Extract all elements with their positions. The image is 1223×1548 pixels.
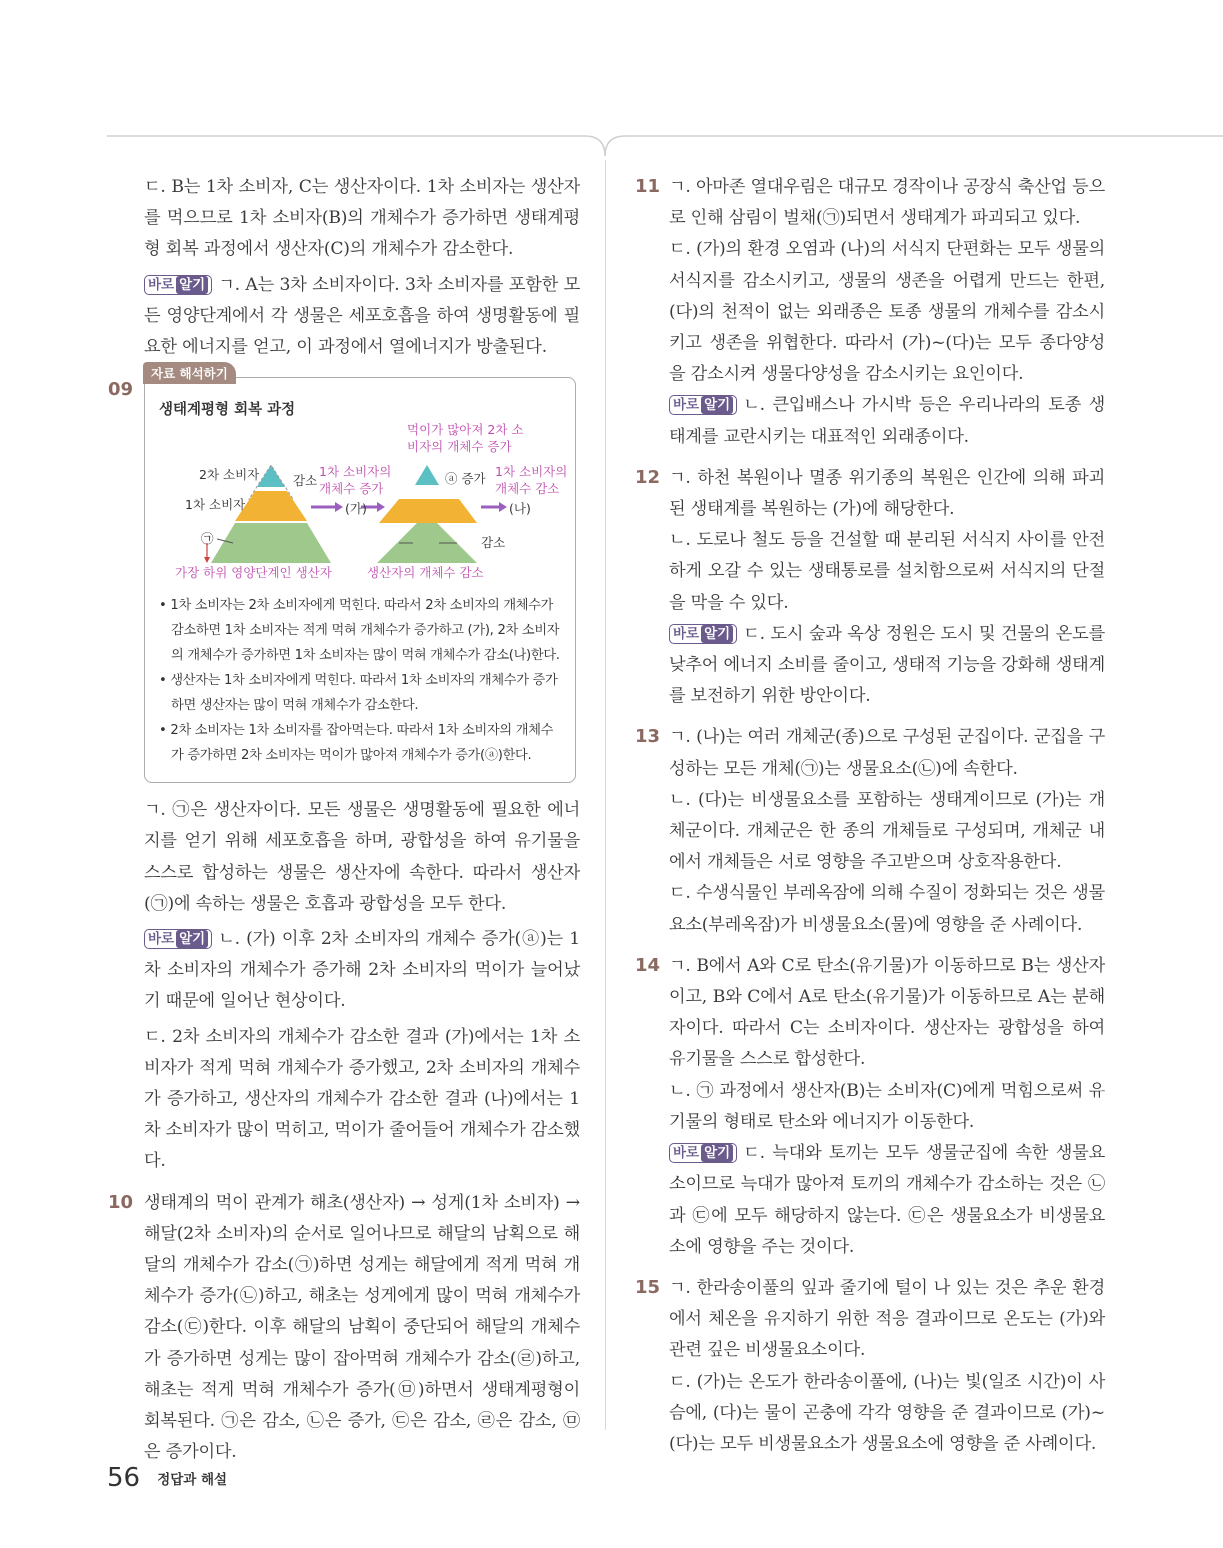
label-na: (나) [509,501,531,517]
bullet-item: • 2차 소비자는 1차 소비자를 잡아먹는다. 따라서 1차 소비자의 개체수가 증가하면 2차 소비자는 먹이가 많아져 개체수가 증가(ⓐ)한다. [159,723,554,764]
question-number: 11 [635,176,661,197]
answer-paragraph: 바로 알기 ㄴ. (가) 이후 2차 소비자의 개체수 증가(ⓐ)는 1차 소비자의 개체수가 증가해 2차 소비자의 먹이가 늘어났기 때문에 일어난 현상이다. [144,929,580,1012]
answer-paragraph: 바로 알기 ㄷ. 늑대와 토끼는 모두 생물군집에 속한 생물요소이므로 늑대가 많아져 토끼의 개체수가 감소하는 것은 ㉡과 ㉢에 모두 해당하지 않는다. ㉢은 생물요소가 비생물요소에 영향을 주는 것이다. [669,1143,1105,1257]
answer-paragraph: ㄱ. 하천 복원이나 멸종 위기종의 복원은 인간에 의해 파괴된 생태계를 복원하는 (가)에 해당한다. [669,467,1105,520]
answer-paragraph: ㄷ. (가)의 환경 오염과 (나)의 서식지 단편화는 모두 생물의 서식지를 감소시키고, 생물의 생존을 어렵게 만드는 한편, (다)의 천적이 없는 외래종은 토종 생물의 개체수를 감소시키고 생존을 위협한다. 따라서 (가)~(다)는 모두 종다양성을 감소시켜 생물다양성을 감소시키는 요인이다. [669,239,1105,385]
page-footer [107,1463,227,1493]
label-ga: (가) [345,501,367,517]
baro-algi-badge: 바로 알기 [669,624,737,644]
primary-consumer-tier [379,499,477,523]
left-column [110,172,580,1468]
question-number: 13 [635,726,661,748]
question-10 [110,1188,580,1469]
question-14 [635,951,1105,1263]
data-analysis-box [144,366,576,783]
baro-algi-badge: 바로 알기 [144,275,212,295]
label-primary-decrease: 1차 소비자의 개체수 감소 [495,464,568,497]
answer-paragraph: 바로 알기 ㄴ. 큰입배스나 가시박 등은 우리나라의 토종 생태계를 교란시키는 대표적인 외래종이다. [669,395,1105,447]
primary-consumer-tier [235,491,307,521]
question-09 [108,366,580,783]
answer-paragraph: ㄱ. 한라송이풀의 잎과 줄기에 털이 나 있는 것은 추운 환경에서 체온을 유지하기 위한 적응 결과이므로 온도는 (가)와 관련 깊은 비생물요소이다. [669,1277,1105,1361]
question-number: 14 [635,954,661,976]
question-13 [635,722,1105,940]
answer-paragraph: 바로 알기 ㄷ. 도시 숲과 옥상 정원은 도시 및 건물의 온도를 낮추어 에너지 소비를 줄이고, 생태적 기능을 강화해 생태계를 보전하기 위한 방안이다. [669,623,1105,707]
question-11 [635,172,1105,453]
answer-paragraph: ㄱ. ㉠은 생산자이다. 모든 생물은 생명활동에 필요한 에너지를 얻기 위해 세포호흡을 하며, 광합성을 하여 유기물을 스스로 합성하는 생물은 생산자에 속한다. 따라서 생산자(㉠)에 속하는 생물은 호흡과 광합성을 모두 한다. [144,800,580,914]
answer-paragraph: ㄴ. 도로나 철도 등을 건설할 때 분리된 서식지 사이를 안전하게 오갈 수 있는 생태통로를 설치함으로써 서식지의 단절을 막을 수 있다. [669,530,1105,613]
answer-paragraph: ㄴ. (다)는 비생물요소를 포함하는 생태계이므로 (가)는 개체군이다. 개체군은 한 종의 개체들로 구성되며, 개체군 내에서 개체들은 서로 영향을 주고받으며 상호작용한다. [669,789,1105,873]
question-number: 12 [635,466,661,488]
answer-paragraph: ㄱ. 아마존 열대우림은 대규모 경작이나 공장식 축산업 등으로 인해 삼림이 벌채(㉠)되면서 생태계가 파괴되고 있다. [669,177,1105,229]
label-secondary-consumer: 2차 소비자 [199,467,260,483]
box-title: 생태계평형 회복 과정 [159,402,296,419]
answer-paragraph: ㄷ. B는 1차 소비자, C는 생산자이다. 1차 소비자는 생산자를 먹으므로 1차 소비자(B)의 개체수가 증가하면 생태계평형 회복 과정에서 생산자(C)의 개체수가 감소한다. [144,177,580,260]
answer-paragraph: ㄷ. 2차 소비자의 개체수가 감소한 결과 (가)에서는 1차 소비자가 적게 먹혀 개체수가 증가했고, 2차 소비자의 개체수가 증가하고, 생산자의 개체수가 감소한 결과 (나)에서는 1차 소비자가 많이 먹히고, 먹이가 줄어들어 개체수가 감소했다. [144,1026,580,1172]
answer-paragraph: ㄷ. (가)는 온도가 한라송이풀에, (나)는 빛(일조 시간)이 사슴에, (다)는 물이 곤충에 각각 영향을 준 결과이므로 (가)~(다)는 모두 비생물요소가 생물요소에 영향을 준 사례이다. [669,1371,1105,1454]
label-decrease: 감소 [481,535,506,551]
right-column [635,172,1105,1460]
question-number: 09 [108,379,134,401]
baro-algi-badge: 바로 알기 [669,1143,737,1163]
page-number: 56 [107,1463,141,1493]
answer-paragraph: ㄱ. B에서 A와 C로 탄소(유기물)가 이동하므로 B는 생산자이고, B와 C에서 A로 탄소(유기물)가 이동하므로 A는 분해자이다. 따라서 C는 소비자이다. 생산자는 광합성을 하여 유기물을 스스로 합성한다. [669,955,1105,1070]
question-number: 10 [108,1191,134,1213]
box-tab-label: 자료 해석하기 [143,362,236,384]
label-lowest-producer: 가장 하위 영양단계인 생산자 [175,565,332,581]
bullet-item: • 생산자는 1차 소비자에게 먹힌다. 따라서 1차 소비자의 개체수가 증가하면 생산자는 많이 먹혀 개체수가 감소한다. [159,673,558,714]
column-divider [605,160,606,1430]
pyramid-diagram [159,422,579,585]
answer-paragraph: 바로 알기 ㄱ. A는 3차 소비자이다. 3차 소비자를 포함한 모든 영양단계에서 각 생물은 세포호흡을 하여 생명활동에 필요한 에너지를 얻고, 이 과정에서 열에너지가 방출된다. [144,274,580,358]
bullet-item: • 1차 소비자는 2차 소비자에게 먹힌다. 따라서 2차 소비자의 개체수가 감소하면 1차 소비자는 적게 먹혀 개체수가 증가하고 (가), 2차 소비자의 개체수가 증가하면 1차 소비자는 많이 먹혀 개체수가 감소(나)한다. [159,598,560,664]
question-15 [635,1273,1105,1460]
secondary-consumer-tier [257,465,285,487]
label-food-increase: 먹이가 많아져 2차 소 비자의 개체수 증가 [407,422,524,455]
producer-tier [377,523,477,563]
label-a-increase: ⓐ 증가 [445,471,486,487]
label-primary-consumer: 1차 소비자 [185,497,246,513]
explanation-bullets [159,593,561,768]
producer-tier [211,523,331,563]
baro-algi-badge: 바로 알기 [669,395,737,415]
question-12 [635,463,1105,713]
answer-paragraph: 생태계의 먹이 관계가 해초(생산자) → 성게(1차 소비자) → 해달(2차 소비자)의 순서로 일어나므로 해달의 남획으로 해달의 개체수가 감소(㉠)하면 성게는 해달에게 적게 먹혀 개체수가 증가(㉡)하고, 해초는 성게에게 많이 먹혀 개체수가 감소(㉢)한다. 이후 해달의 남획이 중단되어 해달의 개체수가 증가하면 성게는 많이 잡아먹혀 개체수가 감소(㉣)하고, 해초는 적게 먹혀 개체수가 증가(㉤)하면서 생태계평형이 회복된다. ㉠은 감소, ㉡은 증가, ㉢은 감소, ㉣은 감소, ㉤은 증가이다. [144,1192,580,1463]
label-decrease: 감소 [293,473,318,489]
answer-paragraph: ㄷ. 수생식물인 부레옥잠에 의해 수질이 정화되는 것은 생물요소(부레옥잠)가 비생물요소(물)에 영향을 준 사례이다. [669,883,1105,935]
answer-paragraph: ㄱ. (나)는 여러 개체군(종)으로 구성된 군집이다. 군집을 구성하는 모든 개체(㉠)는 생물요소(㉡)에 속한다. [669,727,1105,779]
footer-title: 정답과 해설 [157,1472,228,1488]
label-primary-increase: 1차 소비자의 개체수 증가 [319,464,392,497]
label-giyeok: ㉠ [201,531,214,547]
answer-paragraph: ㄴ. ㉠ 과정에서 생산자(B)는 소비자(C)에게 먹힘으로써 유기물의 형태로 탄소와 에너지가 이동한다. [669,1080,1105,1132]
question-number: 15 [635,1276,661,1298]
baro-algi-badge: 바로 알기 [144,929,212,949]
label-producer-decrease: 생산자의 개체수 감소 [367,565,484,581]
secondary-consumer-tier [415,465,439,485]
